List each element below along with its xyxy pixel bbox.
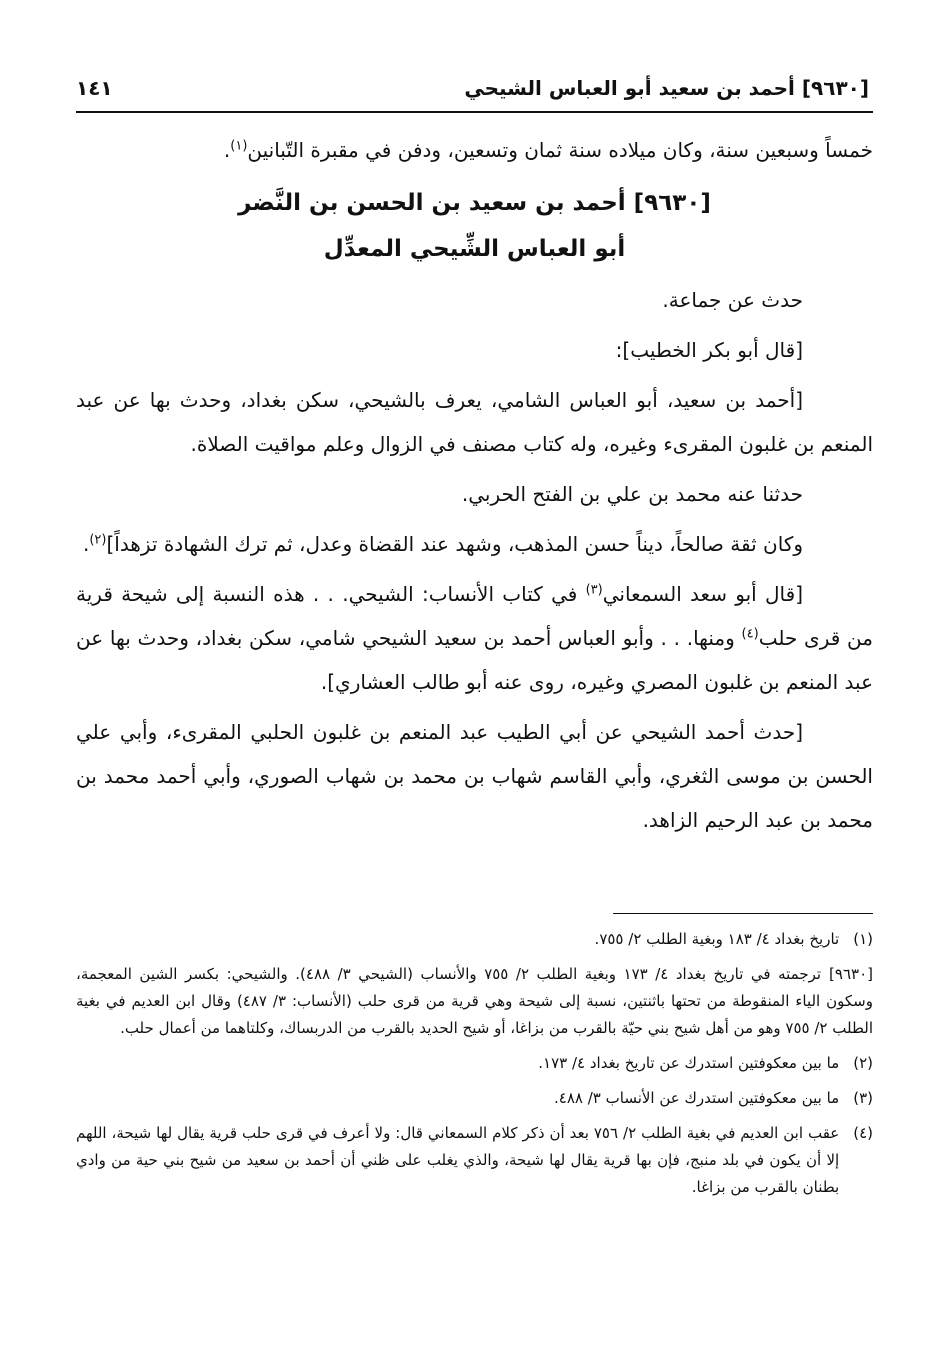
footnote-text: ترجمته في تاريخ بغداد ٤/ ١٧٣ وبغية الطلب ٢/ ٧٥٥ والأنساب (الشيحي ٣/ ٤٨٨). والشيحي: بكسر الشين المعجمة، وسكون الياء المنقوطة من تحتها باثنتين، نسبة إلى شيحة وهي قرية من قرى حلب (الأنساب: ٣/ ٤٨٧) وقال ابن العديم في بغية الطلب ٢/ ٧٥٥ وهو من أهل شيح بني حيّة بالقرب من بزاغا، أو شيح الحديد بالقرب من الدربساك، وكلتاهما من أعمال حلب. xyxy=(76,965,873,1037)
running-title: [٩٦٣٠] أحمد بن سعيد أبو العباس الشيحي xyxy=(464,76,869,100)
footnote-text: ما بين معكوفتين استدرك عن الأنساب ٣/ ٤٨٨. xyxy=(554,1089,840,1107)
entry-heading-line2: أبو العباس الشِّيحي المعدِّل xyxy=(323,236,626,262)
paragraph-text: ومنها. . . وأبو العباس أحمد بن سعيد الشيحي شامي، سكن بغداد، وحدث بها عن عبد المنعم بن غلبون المصري وغيره، روى عنه أبو طالب العشاري]. xyxy=(76,626,873,694)
footnote xyxy=(76,1120,873,1201)
paragraph-text: وكان ثقة صالحاً، ديناً حسن المذهب، وشهد عند القضاة وعدل، ثم ترك الشهادة تزهداً] xyxy=(106,532,803,556)
paragraph: حدثنا عنه محمد بن علي بن الفتح الحربي. xyxy=(461,482,803,506)
paragraph: [قال أبو بكر الخطيب]: xyxy=(615,338,803,362)
footnote-mark: [٩٦٣٠] xyxy=(829,965,873,983)
footnote-ref: (٣) xyxy=(585,582,603,598)
footnote xyxy=(76,926,873,953)
footnote xyxy=(76,1050,873,1077)
paragraph-text: [قال أبو سعد السمعاني xyxy=(602,582,803,606)
footnote-mark: (٢) xyxy=(853,1054,873,1072)
punctuation: . xyxy=(82,532,90,556)
entry-heading xyxy=(76,180,873,272)
paragraph-text: في كتاب الأنساب: الشيحي. . . هذه النسبة إلى شيحة قرية من قرى حلب xyxy=(76,582,873,650)
running-head xyxy=(76,68,869,108)
paragraph: [أحمد بن سعيد، أبو العباس الشامي، يعرف بالشيحي، سكن بغداد، وحدث بها عن عبد المنعم بن غلبون المقرىء وغيره، وله كتاب مصنف في الزوال وعلم مواقيت الصلاة. xyxy=(76,388,873,456)
footnote-text: ما بين معكوفتين استدرك عن تاريخ بغداد ٤/ ١٧٣. xyxy=(538,1054,840,1072)
paragraph xyxy=(76,572,873,704)
paragraph: [حدث أحمد الشيحي عن أبي الطيب عبد المنعم بن غلبون الحلبي المقرىء، وأبي علي الحسن بن موسى الثغري، وأبي القاسم شهاب بن محمد بن شهاب الصوري، وأبي أحمد محمد بن محمد بن عبد الرحيم الزاهد. xyxy=(76,720,873,832)
paragraph xyxy=(76,522,873,566)
footnote-mark: (٤) xyxy=(853,1124,873,1142)
footnote-entry xyxy=(76,961,873,1042)
footnote-text: عقب ابن العديم في بغية الطلب ٢/ ٧٥٦ بعد أن ذكر كلام السمعاني قال: ولا أعرف في قرى حلب قرية يقال لها شيحة، اللهم إلا أن يكون في بلد منبج، فإن بها قرية يقال لها شيحة، والذي يغلب على ظني أن أحمد بن سعيد من شيح بني حية من وادي بطنان بالقرب من بزاغا. xyxy=(76,1124,840,1196)
footnote-ref: (٢) xyxy=(89,532,107,548)
footnote-ref: (١) xyxy=(230,138,248,154)
paragraph-text: خمساً وسبعين سنة، وكان ميلاده سنة ثمان وتسعين، ودفن في مقبرة التّبانين xyxy=(247,138,873,162)
footnote-mark: (٣) xyxy=(853,1089,873,1107)
paragraph-continuation xyxy=(76,128,873,172)
entry-heading-line1: [٩٦٣٠] أحمد بن سعيد بن الحسن بن النَّضر xyxy=(238,190,711,216)
punctuation: . xyxy=(223,138,231,162)
footnote xyxy=(76,1085,873,1112)
footnote-ref: (٤) xyxy=(741,626,759,642)
page-number: ١٤١ xyxy=(76,76,113,100)
footnotes xyxy=(76,926,873,1209)
main-text xyxy=(76,128,873,842)
footnote-mark: (١) xyxy=(853,930,873,948)
footnote-text: تاريخ بغداد ٤/ ١٨٣ وبغية الطلب ٢/ ٧٥٥. xyxy=(594,930,840,948)
header-rule xyxy=(76,111,873,113)
footnote-rule xyxy=(613,913,873,914)
paragraph: حدث عن جماعة. xyxy=(662,288,803,312)
